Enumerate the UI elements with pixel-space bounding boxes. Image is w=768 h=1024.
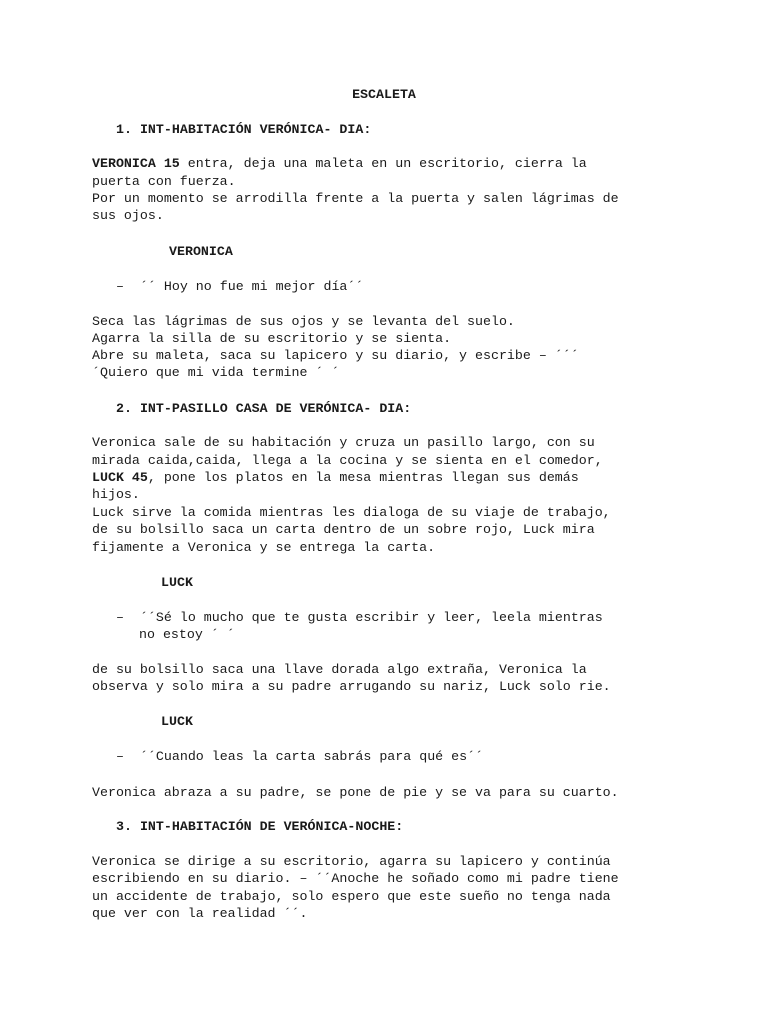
action-text: , pone los platos en la mesa mientras llegan sus demás <box>147 470 579 485</box>
dialogue-line: – ´´ Hoy no fue mi mejor día´´ <box>116 279 364 294</box>
action-line: Luck sirve la comida mientras les dialoga de su viaje de trabajo, <box>92 505 611 520</box>
action-text: entra, deja una maleta en un escritorio, cierra la <box>179 156 587 171</box>
action-line: mirada caida,caida, llega a la cocina y se sienta en el comedor, <box>92 453 603 468</box>
action-line: sus ojos. <box>92 208 164 223</box>
action-line: que ver con la realidad ´´. <box>92 906 308 921</box>
action-line <box>92 155 587 172</box>
action-line: Por un momento se arrodilla frente a la puerta y salen lágrimas de <box>92 191 619 206</box>
scene-heading-3: 3. INT-HABITACIÓN DE VERÓNICA-NOCHE: <box>116 819 404 834</box>
page-title: ESCALETA <box>352 87 416 102</box>
scene-heading-2: 2. INT-PASILLO CASA DE VERÓNICA- DIA: <box>116 401 412 416</box>
action-line: de su bolsillo saca una llave dorada algo extraña, Veronica la <box>92 662 587 677</box>
action-line: de su bolsillo saca un carta dentro de un sobre rojo, Luck mira <box>92 522 595 537</box>
scene-heading-1: 1. INT-HABITACIÓN VERÓNICA- DIA: <box>116 122 372 137</box>
action-line: un accidente de trabajo, solo espero que este sueño no tenga nada <box>92 889 611 904</box>
action-line: Agarra la silla de su escritorio y se sienta. <box>92 331 452 346</box>
character-cue: LUCK <box>161 575 193 590</box>
action-line: puerta con fuerza. <box>92 174 236 189</box>
dialogue-line: – ´´Cuando leas la carta sabrás para qué es´´ <box>116 749 484 764</box>
action-line <box>92 469 579 486</box>
action-line: Seca las lágrimas de sus ojos y se levanta del suelo. <box>92 314 515 329</box>
action-line: ´Quiero que mi vida termine ´ ´ <box>92 365 340 380</box>
action-line: observa y solo mira a su padre arrugando su nariz, Luck solo rie. <box>92 679 611 694</box>
action-line: hijos. <box>92 487 140 502</box>
action-line: Veronica sale de su habitación y cruza un pasillo largo, con su <box>92 435 595 450</box>
action-line: escribiendo en su diario. – ´´Anoche he soñado como mi padre tiene <box>92 871 619 886</box>
character-intro-luck: LUCK 45 <box>92 470 148 485</box>
dialogue-line: no estoy ´ ´ <box>139 627 235 642</box>
character-cue: LUCK <box>161 714 193 729</box>
character-intro-veronica: VERONICA 15 <box>92 156 180 171</box>
action-line: fijamente a Veronica y se entrega la carta. <box>92 540 436 555</box>
dialogue-line: – ´´Sé lo mucho que te gusta escribir y leer, leela mientras <box>116 610 603 625</box>
action-line: Veronica abraza a su padre, se pone de pie y se va para su cuarto. <box>92 785 619 800</box>
character-cue: VERONICA <box>169 244 233 259</box>
action-line: Veronica se dirige a su escritorio, agarra su lapicero y continúa <box>92 854 611 869</box>
action-line: Abre su maleta, saca su lapicero y su diario, y escribe – ´´´ <box>92 348 579 363</box>
